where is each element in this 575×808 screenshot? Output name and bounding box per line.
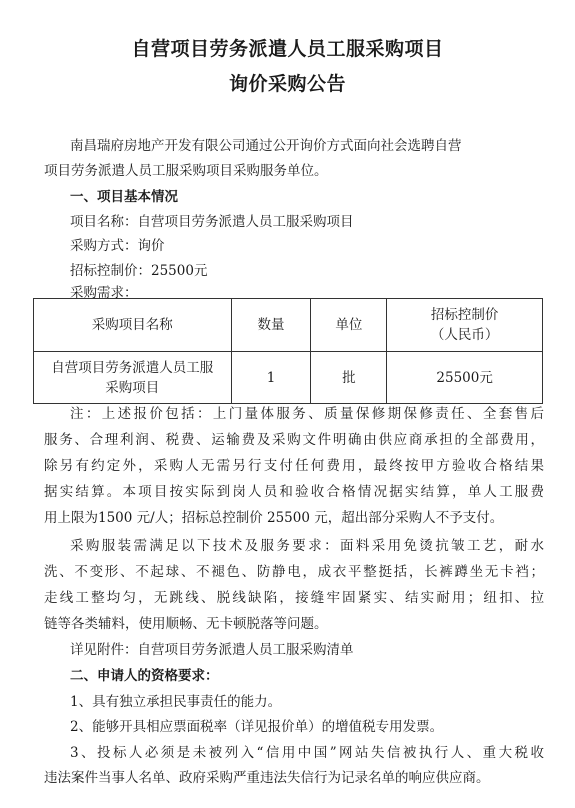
cell-item-name-line1: 自营项目劳务派遣人员工服 (51, 359, 214, 376)
cell-quantity: 1 (231, 352, 311, 404)
document-title: 自营项目劳务派遣人员工服采购项目 (131, 38, 444, 60)
section-1-heading: 一、项目基本情况 (70, 189, 178, 205)
table-header-row (34, 299, 543, 352)
note-line-1: 注：上述报价包括：上门量体服务、质量保修期保修责任、全套售后 (70, 406, 544, 422)
control-price: 招标控制价：25500元 (70, 263, 208, 279)
requirements-label: 采购需求： (70, 285, 138, 301)
document-subtitle: 询价采购公告 (228, 73, 346, 95)
qualification-item-1: 1、具有独立承担民事责任的能力。 (70, 694, 282, 710)
header-control-price-line2: （人民币） (430, 327, 499, 343)
note-line-4: 据实结算。本项目按实际到岗人员和验收合格情况据实结算，单人工服费 (44, 484, 544, 500)
service-line-2: 洗、不变形、不起球、不褪色、防静电，成衣平整挺括，长裤蹲坐无卡裆； (44, 564, 544, 580)
intro-line-2: 项目劳务派遣人员工服采购项目采购服务单位。 (44, 163, 328, 179)
service-line-4: 链等各类辅料，使用顺畅、无卡顿脱落等问题。 (44, 616, 328, 632)
header-unit: 单位 (311, 299, 387, 352)
project-name: 项目名称：自营项目劳务派遣人员工服采购项目 (70, 214, 354, 230)
cell-item-name-line2: 采购项目 (105, 379, 160, 396)
note-line-3: 除另有约定外，采购人无需另行支付任何费用，最终按甲方验收合格结果 (44, 458, 544, 474)
service-line-3: 走线工整均匀，无跳线、脱线缺陷，接缝牢固紧实、结实耐用；纽扣、拉 (44, 590, 544, 606)
note-line-5: 用上限为1500 元/人；招标总控制价 25500 元，超出部分采购人不予支付。 (44, 510, 504, 526)
procurement-method: 采购方式：询价 (70, 238, 165, 254)
header-control-price-line1: 招标控制价 (430, 307, 499, 323)
header-item-name: 采购项目名称 (34, 299, 232, 352)
qualification-item-2: 2、能够开具相应票面税率（详见报价单）的增值税专用发票。 (70, 719, 444, 735)
intro-line-1: 南昌瑞府房地产开发有限公司通过公开询价方式面向社会选聘自营 (70, 138, 462, 154)
section-2-heading: 二、申请人的资格要求： (70, 668, 219, 684)
service-line-1: 采购服装需满足以下技术及服务要求：面料采用免烫抗皱工艺，耐水 (70, 538, 544, 554)
cell-unit: 批 (311, 352, 387, 404)
qualification-item-3-line-2: 违法案件当事人名单、政府采购严重违法失信行为记录名单的响应供应商。 (44, 770, 490, 786)
header-control-price (387, 299, 543, 352)
cell-item-name (34, 352, 232, 404)
qualification-item-3-line-1: 3、投标人必须是未被列入“信用中国”网站失信被执行人、重大税收 (70, 745, 544, 761)
requirements-table (33, 298, 543, 404)
attachment-note: 详见附件：自营项目劳务派遣人员工服采购清单 (70, 642, 354, 658)
note-line-2: 服务、合理利润、税费、运输费及采购文件明确由供应商承担的全部费用， (44, 432, 544, 448)
table-row (34, 352, 543, 404)
cell-price: 25500元 (387, 352, 543, 404)
header-quantity: 数量 (231, 299, 311, 352)
